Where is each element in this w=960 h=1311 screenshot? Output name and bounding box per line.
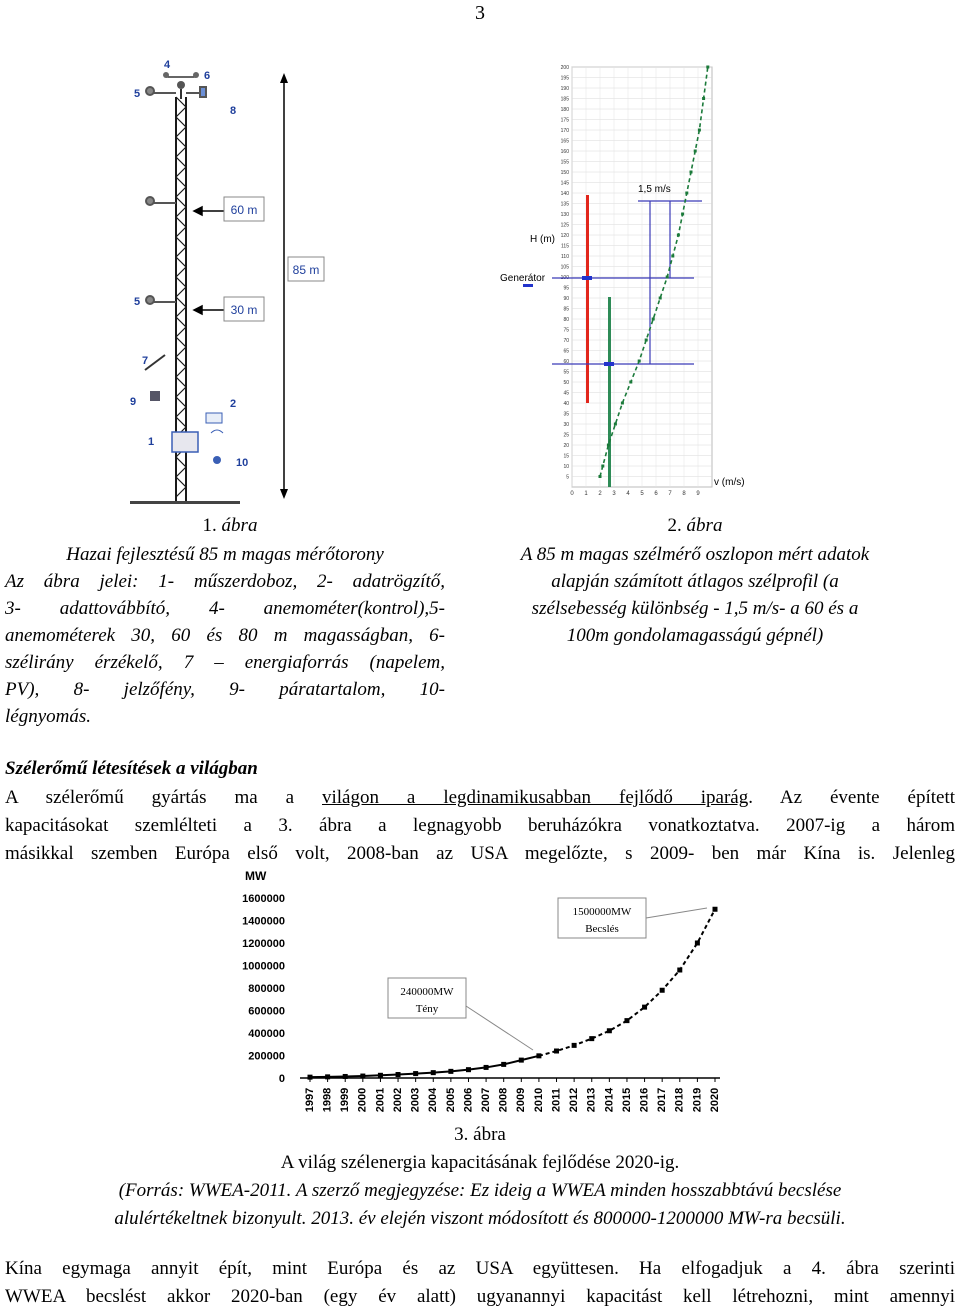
y-tick-label: 30 [563,422,569,428]
figure1-caption-line: Az ábra jelei: 1- műszerdoboz, 2- adatrögzítő, [5,571,445,592]
x-tick-label: 2011 [550,1088,563,1112]
x-tick-label: 2003 [409,1087,422,1113]
ground-line [130,501,240,504]
x-tick-label: 2018 [673,1087,686,1113]
x-tick-label: 2007 [479,1087,492,1113]
paragraph-line: A szélerőmű gyártás ma a világon a legdinamikusabban fejlődő iparág. Az évente épített [5,787,956,808]
y-tick-label: 25 [563,432,569,439]
figure1-caption-line: anemométerek 30, 60 és 80 m magasságban, 6- [5,625,445,646]
figure1-mast-diagram [120,55,330,515]
wind-profile-point [685,192,688,195]
capacity-point [378,1073,383,1078]
capacity-point [308,1075,313,1080]
x-tick-label: 2001 [374,1087,387,1113]
x-tick-label: 2013 [585,1087,598,1113]
capacity-point [396,1072,401,1077]
page-number: 3 [475,2,485,24]
y-tick-label: 1200000 [242,938,285,950]
svg-text:240000MW: 240000MW [400,986,454,998]
x-tick-label: 2 [598,491,602,495]
y-tick-label: 190 [560,86,569,92]
figure2-caption-line: alapján számított átlagos szélprofil (a [551,571,839,592]
x-tick-label: 7 [668,491,672,495]
y-tick-label: 125 [560,222,569,229]
wind-profile-point [629,381,632,384]
num-9: 9 [130,396,137,408]
y-tick-label: 170 [560,128,569,134]
y-tick-label: 75 [563,327,569,334]
figure3-caption-title: A világ szélenergia kapacitásának fejlődése 2020-ig. [280,1152,680,1173]
section-heading: Szélerőmű létesítések a világban [5,758,258,779]
y-tick-label: 15 [563,453,569,460]
x-tick-label: 1999 [339,1087,352,1113]
y-tick-label: 140 [560,191,569,197]
y-tick-label: 400000 [248,1028,285,1040]
figure2-caption-line: szélsebesség különbség - 1,5 m/s- a 60 és a [531,598,859,619]
label-30m: 30 m [230,303,258,317]
capacity-point [572,1043,577,1048]
humidity-sensor-icon [150,391,160,401]
x-tick-label: 2010 [532,1087,545,1113]
y-tick-label: 0 [278,1073,285,1085]
capacity-point [695,941,700,946]
y-tick-label: 200000 [248,1050,285,1063]
figure2-caption-number: 2. ábra [667,515,723,536]
y-tick-label: 10 [563,464,569,470]
y-tick-label: 100 [560,275,569,281]
wind-profile-point [671,255,674,258]
x-tick-label: 2016 [638,1087,651,1113]
y-tick-label: 95 [563,285,569,292]
capacity-point [413,1071,418,1076]
num-5b: 5 [134,296,141,308]
wind-profile-point [702,97,705,100]
x-tick-label: 2017 [656,1087,669,1113]
wind-profile-point [638,360,641,363]
x-tick-label: 1998 [321,1087,334,1113]
x-tick-label: 2004 [427,1087,440,1113]
y-tick-label: 150 [560,170,569,176]
capacity-point [466,1067,471,1072]
x-tick-label: 0 [570,491,574,495]
y-tick-label: 110 [561,254,569,260]
figure3-caption-number: 3. ábra [454,1124,506,1145]
figure3-capacity-chart [225,866,735,1122]
wind-profile-point [690,171,693,174]
x-tick-label: 2009 [515,1087,528,1113]
num-2: 2 [230,398,237,410]
anemometer-top-icon [177,81,185,89]
rotor-red-bar [586,195,589,403]
wind-profile-point [659,297,662,300]
figure1-caption-line: 3- adattovábbító, 4- anemométer(kontrol),5- [5,598,445,619]
y-tick-label: 45 [563,390,569,397]
capacity-point [519,1058,524,1063]
y-tick-label: 35 [563,411,569,418]
wind-profile-point [601,465,604,468]
y-tick-label: 1600000 [242,893,285,905]
capacity-point [501,1062,506,1067]
figure3-caption [0,1121,960,1233]
capacity-point [589,1036,594,1041]
section-paragraph [5,784,955,868]
wind-profile-point [607,444,610,447]
y-tick-label: 65 [563,348,569,355]
figure1-caption-line: légnyomás. [5,706,92,727]
figure1-caption [5,541,445,730]
y-tick-label: 175 [560,117,569,124]
y-tick-label: 90 [563,296,569,302]
y-tick-label: 50 [563,380,569,386]
capacity-point [360,1074,365,1079]
y-tick-label: 200 [560,65,569,71]
figure1-caption-line: szélirány érzékelő, 7 – energiaforrás (napelem, [5,652,445,673]
y-tick-label: 185 [560,96,569,103]
y-tick-label: 180 [560,107,569,113]
x-tick-label: 9 [696,491,700,495]
y-tick-label: 165 [560,138,569,145]
wind-profile-point [645,339,648,342]
wind-profile-point [652,318,655,321]
capacity-point [713,907,718,912]
y-axis-label: H (m) [530,234,555,245]
y-tick-label: 600000 [248,1005,285,1018]
x-tick-label: 1 [584,491,588,495]
x-tick-label: 2012 [568,1087,581,1113]
y-tick-label: 130 [560,212,569,218]
wind-profile-point [614,423,617,426]
figure1-caption-number: 1. ábra [202,515,258,536]
generator-legend-swatch [523,284,533,287]
y-tick-label: 195 [560,75,569,82]
wind-profile-point [681,213,684,216]
wind-profile-point [599,475,602,478]
num-10: 10 [236,457,249,469]
fig3-y-axis-label: MW [245,869,267,883]
num-4: 4 [164,59,171,71]
capacity-point [642,1005,647,1010]
x-tick-label: 2000 [356,1087,369,1113]
generator-label: Generátor [500,273,546,284]
y-tick-label: 70 [563,338,569,344]
annotation-estimate [558,898,707,938]
data-logger-icon [206,413,222,423]
instrument-box-icon [172,432,198,452]
figure2-caption [470,541,920,649]
y-tick-label: 20 [563,443,569,449]
figure3-caption-note: alulértékeltnek bizonyult. 2013. év elején viszont módosított és 800000-1200000 MW-ra becsüli. [114,1208,846,1229]
y-tick-label: 1000000 [242,960,285,973]
x-axis-label: v (m/s) [714,477,745,488]
y-tick-label: 120 [560,233,569,239]
y-tick-label: 135 [560,201,569,208]
paragraph-line: Kína egymaga annyit épít, mint Európa és az USA együttesen. Ha elfogadjuk a 4. ábra szerinti [5,1258,955,1279]
y-tick-label: 60 [563,359,569,365]
wind-profile-point [621,402,624,405]
x-tick-label: 2019 [691,1087,704,1113]
figure2-caption-line: A 85 m magas szélmérő oszlopon mért adatok [520,544,870,565]
wind-profile-point [677,234,680,237]
x-tick-label: 2014 [603,1087,616,1113]
final-paragraph [5,1255,955,1311]
label-85m: 85 m [292,263,320,277]
x-tick-label: 3 [612,491,616,495]
label-60m: 60 m [230,203,258,217]
svg-text:Tény: Tény [415,1003,439,1015]
x-tick-label: 1997 [303,1087,316,1113]
capacity-point [624,1018,629,1023]
wind-profile-point [694,150,697,153]
delta-label: 1,5 m/s [638,184,671,195]
figure1-caption-line: Hazai fejlesztésű 85 m magas mérőtorony [66,544,384,565]
capacity-point [484,1065,489,1070]
y-tick-label: 85 [563,306,569,313]
capacity-point [677,968,682,973]
x-tick-label: 2008 [497,1087,510,1113]
paragraph-line: kapacitásokat szemlélteti a 3. ábra a legnagyobb beruházókra vonatkoztatva. 2007-ig a három [5,815,955,836]
num-1: 1 [148,436,155,448]
x-tick-label: 2020 [708,1087,721,1113]
x-tick-label: 8 [682,491,686,495]
capacity-point [448,1069,453,1074]
y-tick-label: 160 [560,149,569,155]
capacity-point [607,1028,612,1033]
y-tick-label: 105 [560,264,569,271]
y-tick-label: 5 [566,474,569,481]
figure2-caption-line: 100m gondolamagasságú gépnél) [566,625,824,646]
svg-text:Becslés: Becslés [585,923,619,935]
capacity-point [431,1070,436,1075]
x-tick-label: 2006 [462,1087,475,1113]
x-tick-label: 2015 [620,1087,633,1113]
annotation-fact [388,978,533,1050]
paragraph-line: WWEA becslést akkor 2020-ban (egy év alatt) ugyanannyi kapacitást kell létrehozni, mint amennyi [5,1286,955,1307]
rotor-green-bar [608,297,611,487]
figure2-wind-profile-chart [490,55,760,495]
capacity-point [325,1074,330,1079]
x-tick-label: 6 [654,491,658,495]
num-8: 8 [230,105,237,117]
y-tick-label: 55 [563,369,569,376]
wind-profile-point [666,276,669,279]
y-tick-label: 80 [563,317,569,323]
num-7: 7 [142,355,149,367]
x-tick-label: 2002 [391,1087,404,1113]
capacity-point [536,1053,541,1058]
y-tick-label: 800000 [248,983,285,995]
x-tick-label: 2005 [444,1087,457,1113]
num-5a: 5 [134,88,141,100]
wind-profile-point [698,129,701,132]
capacity-point [660,988,665,993]
x-tick-label: 4 [626,491,630,495]
x-tick-label: 5 [640,491,644,495]
y-tick-label: 1400000 [242,915,285,928]
transmitter-icon [211,430,223,433]
y-tick-label: 40 [563,401,569,407]
wind-profile-point [706,66,709,69]
paragraph-line: másikkal szemben Európa első volt, 2008-ban az USA megelőzte, s 2009- ben már Kína is. Jelenleg [5,843,955,864]
capacity-point [343,1074,348,1079]
y-tick-label: 115 [561,243,569,250]
y-tick-label: 155 [560,159,569,166]
pressure-sensor-icon [213,456,221,464]
svg-text:1500000MW: 1500000MW [572,906,632,918]
capacity-point [554,1049,559,1054]
figure3-caption-note: (Forrás: WWEA-2011. A szerző megjegyzése: Ez ideig a WWEA minden hosszabbtávú becslése [118,1180,842,1201]
figure1-caption-line: PV), 8- jelzőfény, 9- páratartalom, 10- [5,679,445,700]
y-tick-label: 145 [560,180,569,187]
num-6: 6 [204,70,211,82]
